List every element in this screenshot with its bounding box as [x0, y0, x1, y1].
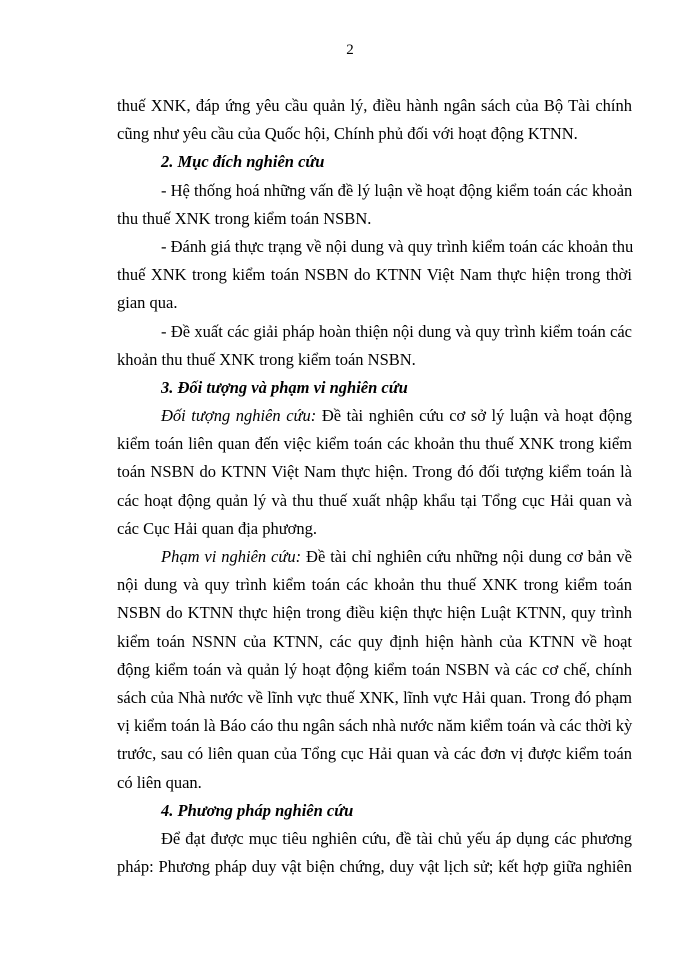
- section-2-item-1-line-2: thu thuế XNK trong kiểm toán NSBN.: [117, 208, 372, 228]
- section-2-item-2-line-3: gian qua.: [117, 293, 178, 313]
- section-4-line-2: pháp: Phương pháp duy vật biện chứng, duy vật lịch sử; kết hợp giữa nghiên: [117, 857, 632, 877]
- subject-paragraph-line-4: các hoạt động quản lý và thu thuế xuất nhập khẩu tại Tổng cục Hải quan và: [117, 490, 632, 510]
- subject-paragraph-line-1: [117, 402, 632, 430]
- subject-label: Đối tượng nghiên cứu:: [161, 406, 317, 426]
- section-4-heading: 4. Phương pháp nghiên cứu: [161, 800, 354, 820]
- scope-paragraph-line-5: động kiểm toán và quản lý hoạt động kiểm toán NSBN và các cơ chế, chính: [117, 659, 632, 679]
- scope-paragraph-line-4: kiểm toán NSNN của KTNN, các quy định hiện hành của KTNN về hoạt: [117, 631, 632, 651]
- document-body: [117, 92, 632, 881]
- subject-paragraph-line-2: kiểm toán liên quan đến việc kiểm toán các khoản thu thuế XNK trong kiểm: [117, 434, 632, 454]
- page-number: 2: [346, 42, 354, 58]
- scope-paragraph-line-6: sách của Nhà nước về lĩnh vực thuế XNK, lĩnh vực Hải quan. Trong đó phạm: [117, 687, 632, 707]
- subject-paragraph-line-5: các Cục Hải quan địa phương.: [117, 518, 318, 538]
- scope-paragraph-line-9: có liên quan.: [117, 772, 202, 792]
- section-3-heading: 3. Đối tượng và phạm vi nghiên cứu: [161, 377, 408, 397]
- scope-paragraph-line-7: vị kiểm toán là Báo cáo thu ngân sách nhà nước năm kiểm toán và các thời kỳ: [117, 716, 633, 736]
- scope-first-line-text: Đề tài chỉ nghiên cứu những nội dung cơ bản về: [301, 547, 632, 566]
- section-2-item-2-line-2: thuế XNK trong kiểm toán NSBN do KTNN Việt Nam thực hiện trong thời: [117, 265, 632, 285]
- section-2-item-1-line-1: - Hệ thống hoá những vấn đề lý luận về hoạt động kiểm toán các khoản: [161, 180, 633, 200]
- scope-label: Phạm vi nghiên cứu:: [161, 547, 302, 566]
- subject-first-line-text: Đề tài nghiên cứu cơ sở lý luận và hoạt động: [316, 406, 632, 426]
- subject-paragraph-line-3: toán NSBN do KTNN Việt Nam thực hiện. Trong đó đối tượng kiểm toán là: [117, 462, 632, 482]
- section-2-item-2-line-1: - Đánh giá thực trạng về nội dung và quy trình kiểm toán các khoản thu: [161, 236, 634, 256]
- section-2-item-3-line-1: - Đề xuất các giải pháp hoàn thiện nội dung và quy trình kiểm toán các: [161, 321, 632, 341]
- section-4-line-1: Để đạt được mục tiêu nghiên cứu, đề tài chủ yếu áp dụng các phương: [161, 828, 632, 848]
- intro-line-1: thuế XNK, đáp ứng yêu cầu quản lý, điều hành ngân sách của Bộ Tài chính: [117, 96, 632, 115]
- scope-paragraph-line-8: trước, sau có liên quan của Tổng cục Hải quan và các đơn vị được kiểm toán: [117, 744, 632, 764]
- scope-paragraph-line-1: [117, 543, 632, 571]
- intro-line-2: cũng như yêu cầu của Quốc hội, Chính phủ đối với hoạt động KTNN.: [117, 124, 578, 144]
- section-2-heading: 2. Mục đích nghiên cứu: [161, 152, 325, 172]
- scope-paragraph-line-3: NSBN do KTNN thực hiện trong điều kiện thực hiện Luật KTNN, quy trình: [117, 603, 632, 623]
- scope-paragraph-line-2: nội dung và quy trình kiểm toán các khoản thu thuế XNK trong kiểm toán: [117, 575, 632, 595]
- section-2-item-3-line-2: khoản thu thuế XNK trong kiểm toán NSBN.: [117, 349, 416, 369]
